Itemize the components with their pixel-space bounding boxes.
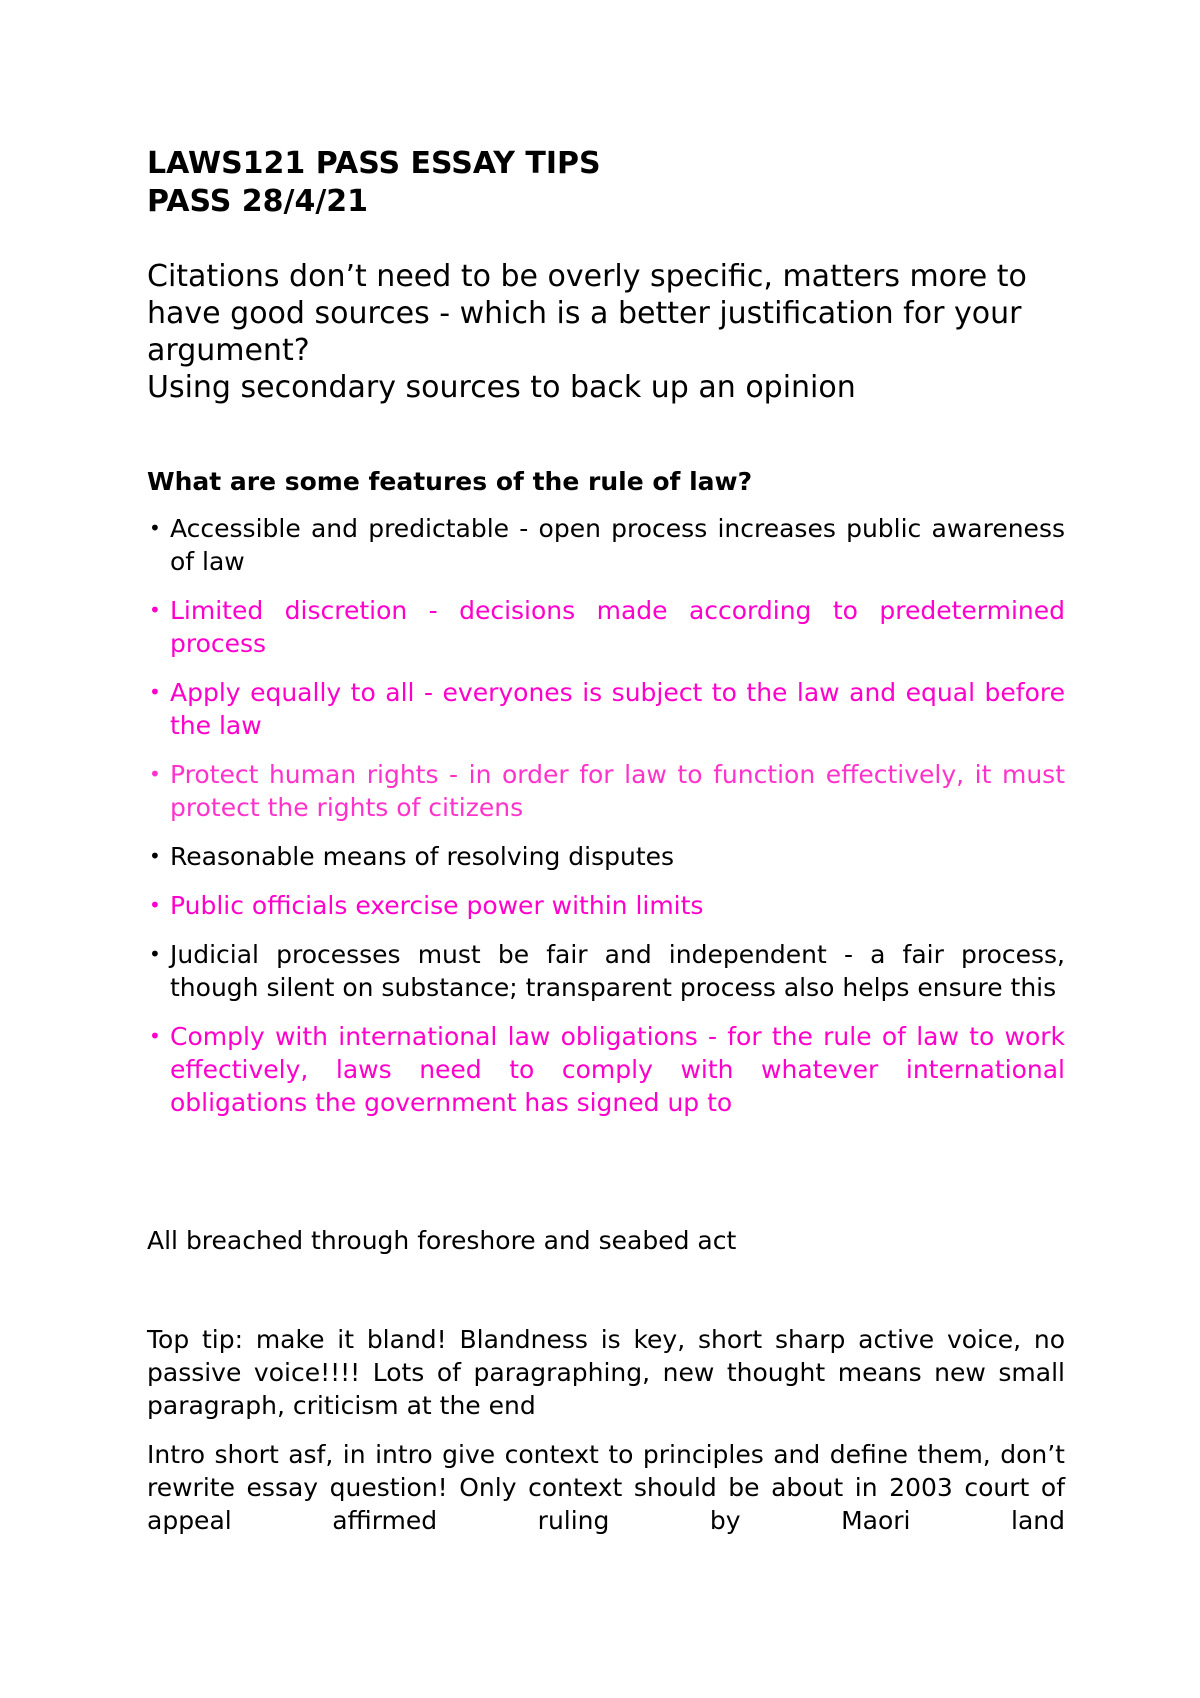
top-tip-paragraph: Top tip: make it bland! Blandness is key, short sharp active voice, no passive voice!!!! Lots of paragraphing, new thought means new small paragraph, criticism at the end: [147, 1325, 1065, 1420]
bullet-icon: •: [149, 893, 161, 917]
rule-of-law-list: [147, 512, 1065, 1135]
list-item: [147, 1020, 1065, 1119]
list-item: [147, 594, 1065, 660]
bullet-icon: •: [149, 516, 161, 540]
bullet-icon: •: [149, 598, 161, 622]
list-item-text: Judicial processes must be fair and independent - a fair process, though silent on substance; transparent process also helps ensure this: [170, 940, 1065, 1002]
list-item-text: Reasonable means of resolving disputes: [170, 842, 675, 871]
title-course: LAWS121 PASS ESSAY TIPS: [147, 146, 601, 181]
list-item: [147, 889, 1065, 922]
list-item-text: Accessible and predictable - open process increases public awareness of law: [170, 514, 1065, 576]
list-item-text: Apply equally to all - everyones is subject to the law and equal before the law: [170, 678, 1065, 740]
bullet-icon: •: [149, 680, 161, 704]
bullet-icon: •: [149, 762, 161, 786]
rule-of-law-heading: What are some features of the rule of law?: [147, 467, 753, 496]
bullet-icon: •: [149, 1024, 161, 1048]
bullet-icon: •: [149, 942, 161, 966]
document-page: [147, 0, 1065, 1698]
list-item: [147, 840, 1065, 873]
breached-note: All breached through foreshore and seabed act: [147, 1226, 737, 1255]
list-item-text: Public officials exercise power within limits: [170, 891, 704, 920]
list-item: [147, 512, 1065, 578]
list-item-text: Protect human rights - in order for law to function effectively, it must protect the rights of citizens: [170, 760, 1065, 822]
title-date: PASS 28/4/21: [147, 184, 369, 219]
bullet-icon: •: [149, 844, 161, 868]
intro-section: [147, 258, 1065, 406]
list-item: [147, 758, 1065, 824]
intro-citations: Citations don’t need to be overly specific, matters more to have good sources - which is a better justification for your argument?: [147, 259, 1027, 368]
intro-tip-paragraph: Intro short asf, in intro give context to principles and define them, don’t rewrite essay question! Only context should be about in 2003 court of appeal affirmed ruling by Maori land: [147, 1440, 1065, 1535]
intro-secondary-sources: Using secondary sources to back up an opinion: [147, 370, 856, 405]
list-item: [147, 938, 1065, 1004]
list-item: [147, 676, 1065, 742]
document-title: [147, 145, 601, 221]
list-item-text: Limited discretion - decisions made according to predetermined process: [170, 596, 1065, 658]
list-item-text: Comply with international law obligations - for the rule of law to work effectively, laws need to comply with whatever international obligations the government has signed up to: [170, 1022, 1065, 1117]
